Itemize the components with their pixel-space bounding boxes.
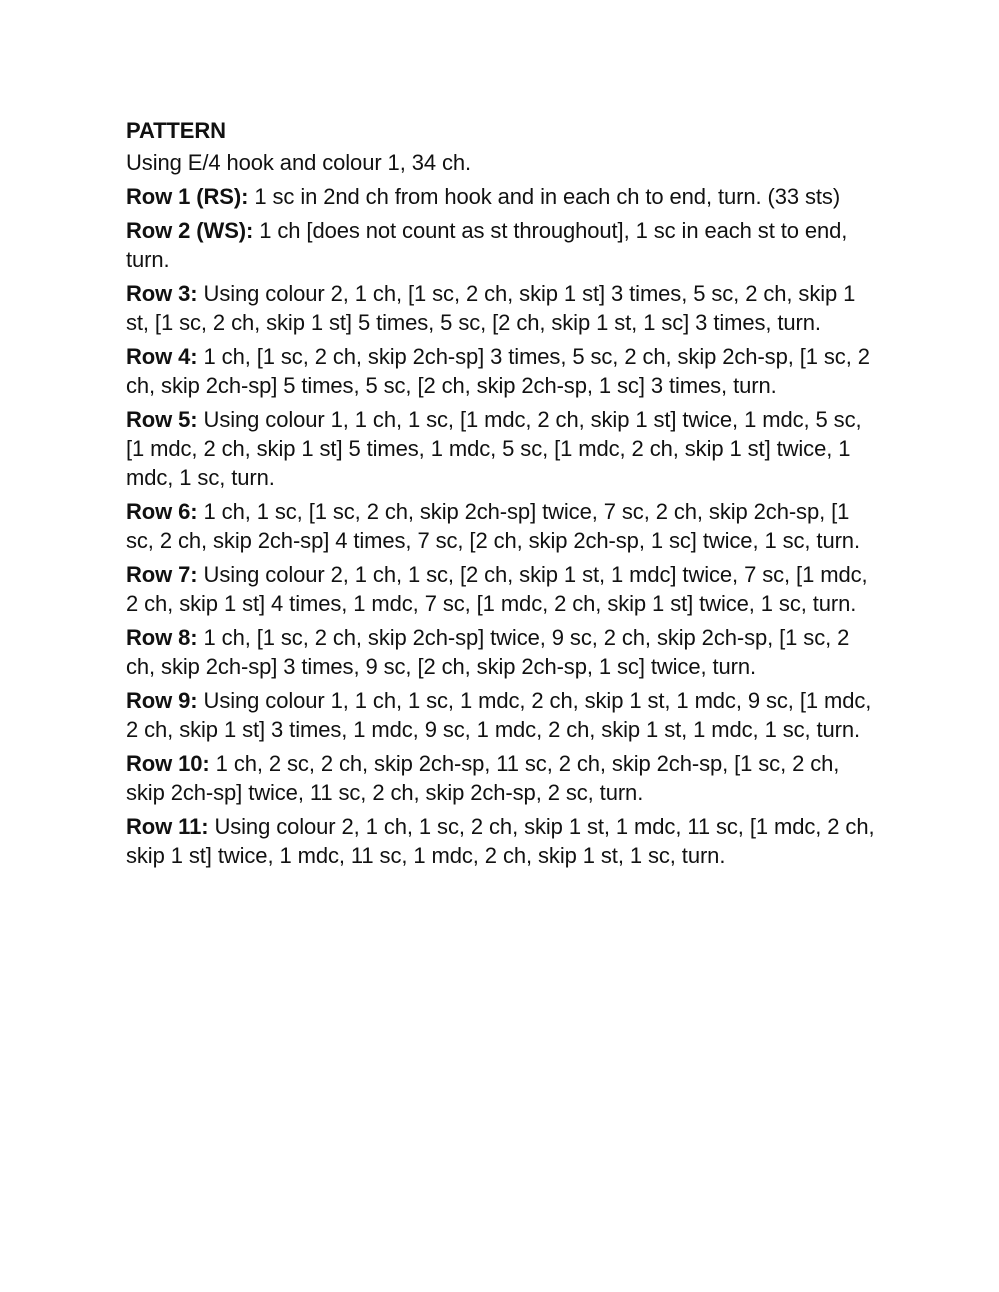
- row-label: Row 6:: [126, 499, 198, 524]
- row-text: Using colour 2, 1 ch, 1 sc, [2 ch, skip 1 st, 1 mdc] twice, 7 sc, [1 mdc, 2 ch, skip 1 st] 4 times, 1 mdc, 7 sc, [1 mdc, 2 ch, skip 1 st] twice, 1 sc, turn.: [126, 562, 868, 616]
- row-text: Using colour 1, 1 ch, 1 sc, [1 mdc, 2 ch, skip 1 st] twice, 1 mdc, 5 sc, [1 mdc, 2 ch, skip 1 st] 5 times, 1 mdc, 5 sc, [1 mdc, 2 ch, skip 1 st] twice, 1 mdc, 1 sc, turn.: [126, 407, 862, 490]
- pattern-row-2: [126, 216, 878, 274]
- pattern-content: [126, 116, 878, 875]
- row-label: Row 5:: [126, 407, 198, 432]
- row-label: Row 3:: [126, 281, 198, 306]
- row-text: 1 ch, [1 sc, 2 ch, skip 2ch-sp] twice, 9 sc, 2 ch, skip 2ch-sp, [1 sc, 2 ch, skip 2ch-sp] 3 times, 9 sc, [2 ch, skip 2ch-sp, 1 sc] twice, turn.: [126, 625, 850, 679]
- row-label: Row 7:: [126, 562, 198, 587]
- pattern-heading: PATTERN: [126, 118, 226, 143]
- row-text: 1 ch, 1 sc, [1 sc, 2 ch, skip 2ch-sp] twice, 7 sc, 2 ch, skip 2ch-sp, [1 sc, 2 ch, skip 2ch-sp] 4 times, 7 sc, [2 ch, skip 2ch-sp, 1 sc] twice, 1 sc, turn.: [126, 499, 860, 553]
- row-text: Using colour 2, 1 ch, [1 sc, 2 ch, skip 1 st] 3 times, 5 sc, 2 ch, skip 1 st, [1 sc, 2 ch, skip 1 st] 5 times, 5 sc, [2 ch, skip 1 st, 1 sc] 3 times, turn.: [126, 281, 856, 335]
- row-text: 1 sc in 2nd ch from hook and in each ch to end, turn. (33 sts): [254, 184, 841, 209]
- pattern-row-6: [126, 497, 878, 555]
- row-label: Row 4:: [126, 344, 198, 369]
- row-text: 1 ch [does not count as st throughout], 1 sc in each st to end, turn.: [126, 218, 848, 272]
- pattern-row-9: [126, 686, 878, 744]
- pattern-intro: Using E/4 hook and colour 1, 34 ch.: [126, 150, 472, 175]
- pattern-row-5: [126, 405, 878, 492]
- pattern-row-3: [126, 279, 878, 337]
- row-label: Row 8:: [126, 625, 198, 650]
- row-text: 1 ch, 2 sc, 2 ch, skip 2ch-sp, 11 sc, 2 ch, skip 2ch-sp, [1 sc, 2 ch, skip 2ch-sp] twice, 11 sc, 2 ch, skip 2ch-sp, 2 sc, turn.: [126, 751, 840, 805]
- row-label: Row 10:: [126, 751, 210, 776]
- row-label: Row 9:: [126, 688, 198, 713]
- pattern-row-8: [126, 623, 878, 681]
- pattern-row-7: [126, 560, 878, 618]
- pattern-row-11: [126, 812, 878, 870]
- row-text: Using colour 2, 1 ch, 1 sc, 2 ch, skip 1 st, 1 mdc, 11 sc, [1 mdc, 2 ch, skip 1 st] twice, 1 mdc, 11 sc, 1 mdc, 2 ch, skip 1 st, 1 sc, turn.: [126, 814, 875, 868]
- pattern-row-10: [126, 749, 878, 807]
- row-text: Using colour 1, 1 ch, 1 sc, 1 mdc, 2 ch, skip 1 st, 1 mdc, 9 sc, [1 mdc, 2 ch, skip 1 st] 3 times, 1 mdc, 9 sc, 1 mdc, 2 ch, skip 1 st, 1 mdc, 1 sc, turn.: [126, 688, 872, 742]
- pattern-row-4: [126, 342, 878, 400]
- pattern-row-1: [126, 182, 878, 211]
- row-label: Row 11:: [126, 814, 209, 839]
- row-text: 1 ch, [1 sc, 2 ch, skip 2ch-sp] 3 times, 5 sc, 2 ch, skip 2ch-sp, [1 sc, 2 ch, skip 2ch-sp] 5 times, 5 sc, [2 ch, skip 2ch-sp, 1 sc] 3 times, turn.: [126, 344, 870, 398]
- row-label: Row 1 (RS):: [126, 184, 249, 209]
- row-label: Row 2 (WS):: [126, 218, 254, 243]
